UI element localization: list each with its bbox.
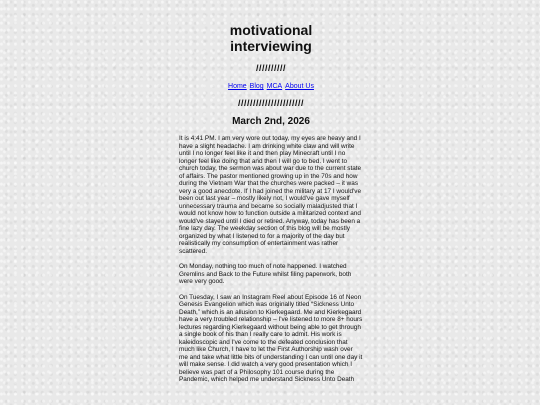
nav-link-blog[interactable]: Blog	[249, 83, 264, 90]
site-title	[179, 22, 363, 54]
main-nav	[179, 83, 363, 90]
nav-link-about-us[interactable]: About Us	[285, 83, 314, 90]
post-paragraph: On Tuesday, I saw an Instagram Reel about Episode 16 of Neon Genesis Evangelion which was originally titled “Sickness Unto Death,” which is an allusion to Kierkegaard. Me and Kierkegaard have a very troubled relationship – I've listened to more 8+ hours lectures regarding Kierkegaard without being able to get through a single book of his than I really care to admit. His work is kaleidoscopic and I've come to the defeated conclusion that much like Church, I have to let the First Authorship wash over me and take what little bits of understanding I can until one day it will make sense. I did watch a very good presentation which I believe was part of a Philosophy 101 course during the Pandemic, which helped me understand Sickness Unto Death	[179, 293, 363, 384]
post-date: March 2nd, 2026	[232, 116, 310, 127]
header-divider-bottom: //////////////////////	[237, 98, 304, 108]
header-divider-top: //////////	[255, 63, 286, 73]
post-paragraph: It is 4:41 PM. I am very wore out today, my eyes are heavy and I have a slight headache. I am drinking white claw and will write until I no longer feel like it and then play Minecraft until I no longer feel like doing that and then I will go to bed. I went to church today, the sermon was about war due to the current state of affairs. The pastor mentioned growing up in the 70s and how during the Vietnam War that the churches were packed – it was very a good anecdote. If I had joined the military at 17 I would've been out last year – mostly likely not, I would've gave myself unnecessary trauma and became so socially maladjusted that I would not know how to function outside a militarized context and would've stayed until I died or retired. Anyway, today has been a fine lazy day. The weekday section of this blog will be mostly organized by what I listened to for a majority of the day but realistically my consumption of entertainment was rather scattered.	[179, 135, 362, 255]
site-title-line-1: motivational	[229, 22, 313, 38]
post-body	[179, 135, 363, 384]
site-title-line-2: interviewing	[230, 38, 312, 54]
post-paragraph: On Monday, nothing too much of note happened. I watched Gremlins and Back to the Future whilst filing paperwork, both were very good.	[179, 263, 352, 286]
nav-link-home[interactable]: Home	[228, 83, 247, 90]
nav-link-mca[interactable]: MCA	[266, 83, 283, 90]
blog-page	[179, 0, 363, 392]
